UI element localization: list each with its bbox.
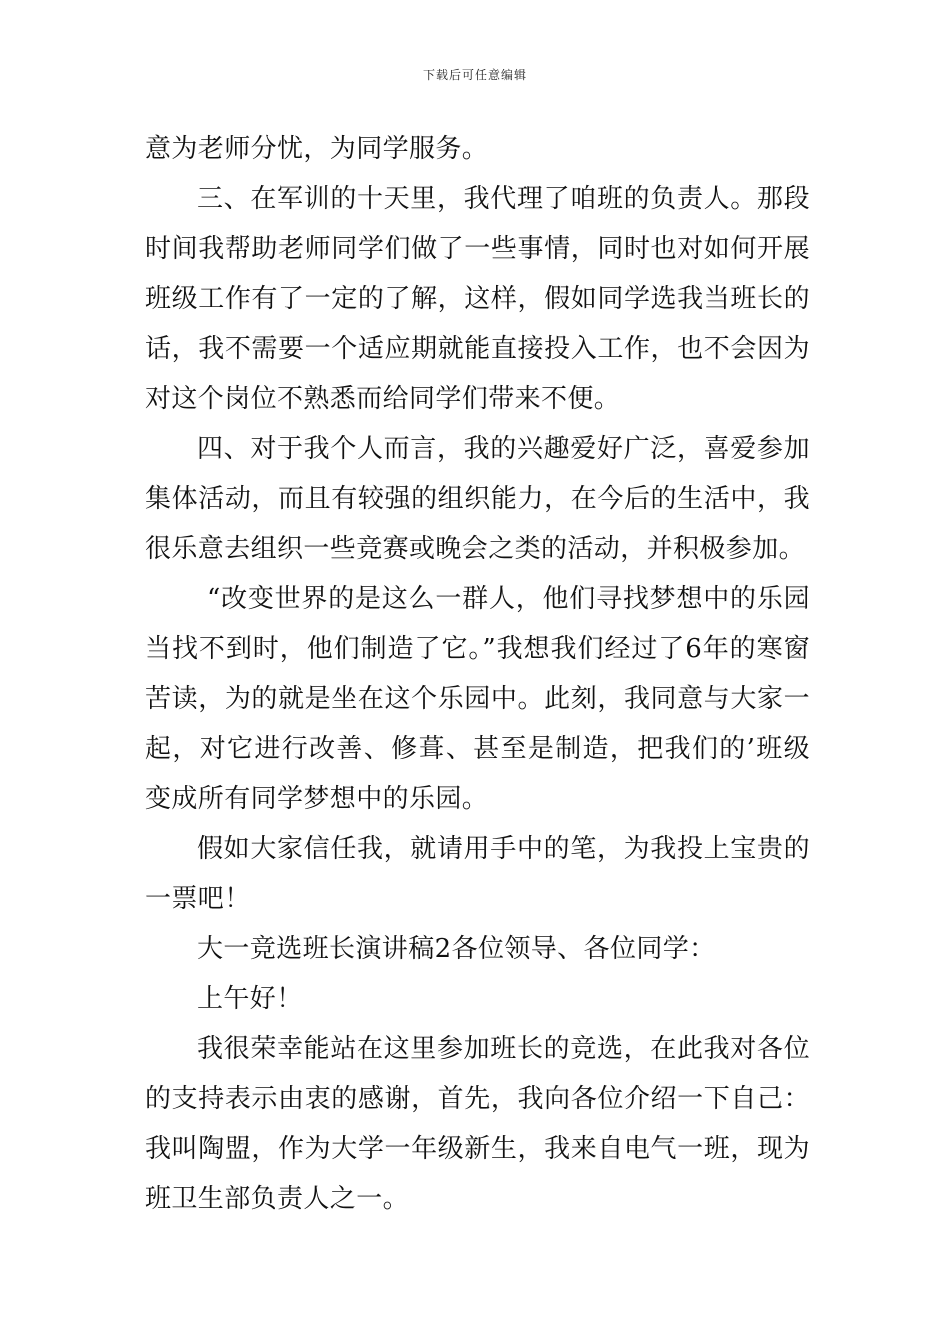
document-body [145,124,810,1224]
paragraph-point-three: 三、在军训的十天里，我代理了咱班的负责人。那段时间我帮助老师同学们做了一些事情，同时也对如何开展班级工作有了一定的了解，这样，假如同学选我当班长的话，我不需要一个适应期就能直接投入工作，也不会因为对这个岗位不熟悉而给同学们带来不便。 [145,184,810,414]
page-header-note: 下载后可任意编辑 [422,68,527,82]
paragraph-self-introduction: 我很荣幸能站在这里参加班长的竞选，在此我对各位的支持表示由衷的感谢，首先，我向各位介绍一下自己：我叫陶盟，作为大学一年级新生，我来自电气一班，现为班卫生部负责人之一。 [145,1034,810,1214]
speech-two-title: 大一竞选班长演讲稿2各位领导、各位同学： [197,934,716,964]
paragraph-point-four: 四、对于我个人而言，我的兴趣爱好广泛，喜爱参加集体活动，而且有较强的组织能力，在今后的生活中，我很乐意去组织一些竞赛或晚会之类的活动，并积极参加。 [145,434,810,564]
paragraph-quote: “改变世界的是这么一群人，他们寻找梦想中的乐园当找不到时，他们制造了它。”我想我们经过了6年的寒窗苦读，为的就是坐在这个乐园中。此刻，我同意与大家一起，对它进行改善、修葺、甚至是制造，把我们的’班级变成所有同学梦想中的乐园。 [145,584,810,814]
greeting: 上午好！ [197,984,303,1014]
paragraph-continuation: 意为老师分忧，为同学服务。 [145,134,489,164]
paragraph-closing-appeal: 假如大家信任我，就请用手中的笔，为我投上宝贵的一票吧！ [145,834,810,914]
